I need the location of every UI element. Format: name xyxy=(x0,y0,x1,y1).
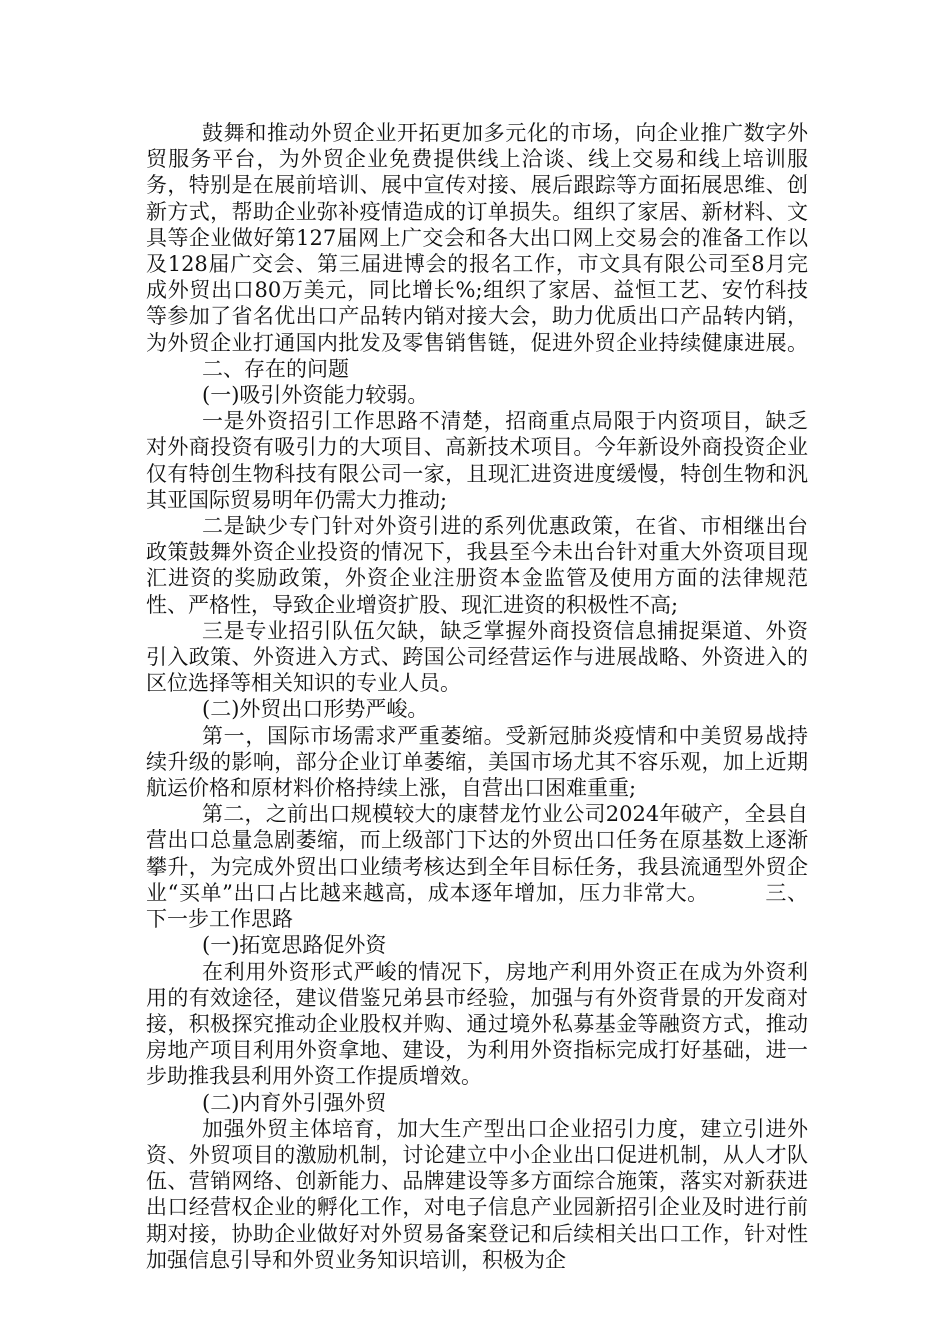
subsection-heading: (一)拓宽思路促外资 xyxy=(202,933,387,958)
body-paragraph: 第一，国际市场需求严重萎缩。受新冠肺炎疫情和中美贸易战持续升级的影响，部分企业订单萎缩，美国市场尤其不容乐观，加上近期航运价格和原材料价格持续上涨，自营出口困难重重; xyxy=(146,723,808,801)
body-paragraph: 在利用外资形式严峻的情况下，房地产利用外资正在成为外资利用的有效途径，建议借鉴兄弟县市经验，加强与有外资背景的开发商对接，积极探究推动企业股权并购、通过境外私募基金等融资方式，推动房地产项目利用外资拿地、建设，为利用外资指标完成打好基础，进一步助推我县利用外资工作提质增效。 xyxy=(146,959,808,1089)
body-paragraph: 一是外资招引工作思路不清楚，招商重点局限于内资项目，缺乏对外商投资有吸引力的大项目、高新技术项目。今年新设外商投资企业仅有特创生物科技有限公司一家，且现汇进资进度缓慢，特创生物和汎其亚国际贸易明年仍需大力推动; xyxy=(146,409,808,512)
section-heading: 三、下一步工作思路 xyxy=(146,880,808,932)
paragraph-text: 鼓舞和推动外贸企业开拓更加多元化的市场，向企业推广数字外贸服务平台，为外贸企业免费提供线上洽谈、线上交易和线上培训服务，特别是在展前培训、展中宣传对接、展后跟踪等方面拓展思维、创新方式，帮助企业弥补疫情造成的订单损失。组织了家居、新材料、文具等企业做好第127届网上广交会和各大出口网上交易会的准备工作以及128届广交会、第三届进博会的报名工作，市文具有限公司至8月完成外贸出口80万美元，同比增长%;组织了家居、益恒工艺、安竹科技等参加了省名优出口产品转内销对接大会，助力优质出口产品转内销，为外贸企业打通国内批发及零售销售链，促进外贸企业持续健康进展。 xyxy=(146,121,808,355)
subsection-heading: (一)吸引外资能力较弱。 xyxy=(202,383,429,408)
paragraph-text: 第二，之前出口规模较大的康替龙竹业公司2024年破产，全县自营出口总量急剧萎缩，而上级部门下达的外贸出口任务在原基数上逐渐攀升，为完成外贸出口业绩考核达到全年目标任务，我县流通型外贸企业“买单”出口占比越来越高，成本逐年增加，压力非常大。 xyxy=(146,802,808,905)
body-paragraph: 二是缺少专门针对外资引进的系列优惠政策，在省、市相继出台政策鼓舞外资企业投资的情况下，我县至今未出台针对重大外资项目现汇进资的奖励政策，外资企业注册资本金监管及使用方面的法律规范性、严格性，导致企业增资扩股、现汇进资的积极性不高; xyxy=(146,514,808,617)
subsection-heading: (二)内育外引强外贸 xyxy=(202,1090,387,1115)
body-paragraph xyxy=(146,120,808,382)
body-paragraph xyxy=(146,801,808,932)
document-body xyxy=(146,120,808,1273)
body-paragraph: 三是专业招引队伍欠缺，缺乏掌握外商投资信息捕捉渠道、外资引入政策、外资进入方式、跨国公司经营运作与进展战略、外资进入的区位选择等相关知识的专业人员。 xyxy=(146,618,808,696)
section-heading: 二、存在的问题 xyxy=(202,356,349,381)
subsection-heading: (二)外贸出口形势严峻。 xyxy=(202,697,429,722)
body-paragraph: 加强外贸主体培育，加大生产型出口企业招引力度，建立引进外资、外贸项目的激励机制，讨论建立中小企业出口促进机制，从人才队伍、营销网络、创新能力、品牌建设等多方面综合施策，落实对新获进出口经营权企业的孵化工作，对电子信息产业园新招引企业及时进行前期对接，协助企业做好对外贸易备案登记和后续相关出口工作，针对性加强信息引导和外贸业务知识培训，积极为企 xyxy=(146,1116,808,1272)
